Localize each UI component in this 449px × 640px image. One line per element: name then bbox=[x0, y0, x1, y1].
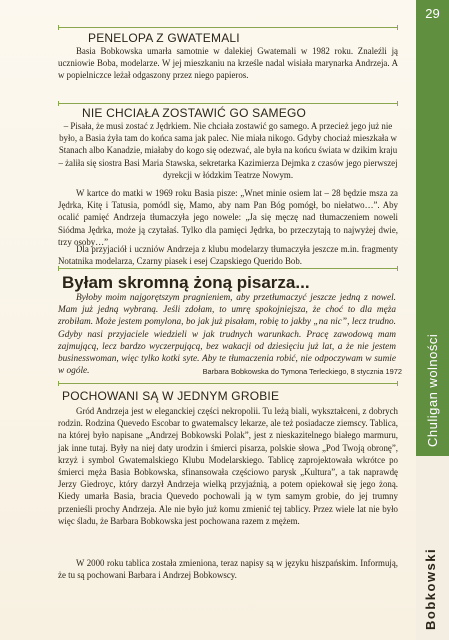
section-heading: PENELOPA Z GWATEMALI bbox=[88, 31, 240, 45]
paragraph: Basia Bobkowska umarła samotnie w dalekiej Gwatemali w 1982 roku. Znaleźli ją uczniowie Boba, modelarze. W jej mieszkaniu na krześle nadal wisiała marynarka Andrzeja. A w popielniczce leżał odgaszony przez niego papieros. bbox=[58, 46, 398, 81]
paragraph: W 2000 roku tablica została zmieniona, teraz napisy są w języku hiszpańskim. Informują, że tu są pochowani Barbara i Andrzej Bobkowscy. bbox=[58, 558, 398, 581]
paragraph: – Pisała, że musi zostać z Jędrkiem. Nie chciała zostawić go samego. A przecież jego już nie było, a Basia żyła tam do końca sama jak palec. Nie miała nikogo. Gdyby chociaż mieszkała w Stanach albo Kanadzie, miałaby do kogo się odezwać, ale była na końcu świata w dzikim kraju – żaliła się siostra Basi Maria Stawska, sekretarka Kazimierza Dejmka z czasów jego pierwszej dyrekcji w łódzkim Teatrze Nowym. bbox=[58, 121, 398, 180]
section-heading: NIE CHCIAŁA ZOSTAWIĆ GO SAMEGO bbox=[82, 106, 307, 120]
quote-rule bbox=[58, 268, 398, 269]
section-title-vertical: Chuligan wolności bbox=[425, 333, 440, 447]
pull-quote-citation: Barbara Bobkowska do Tymona Terleckiego, 8 stycznia 1972 bbox=[202, 367, 402, 376]
side-band bbox=[416, 0, 449, 640]
pull-quote-text: Byłoby moim najgorętszym pragnieniem, aby przetłumaczyć jeszcze jedną z nowel. Mam już jedną wybraną. Jeśli zdołam, to umrę spokojniejsza, że choć to dla męża zrobiłam. Może jestem pomylona, bo jak już pisałam, robię to jakby „na nic”, lecz trudno. Gdyby nasi przyjaciele wiedzieli w jak trudnych warunkach. Pracę zawodową mam zajmującą, lecz bardzo wyczerpującą, bez wakacji od dziesięciu już lat, a że nie jestem businesswoman, więc tylko kotki syte. Aby te tłumaczenia robić, nie odpoczywam w sumie w ogóle. bbox=[58, 293, 396, 377]
paragraph: W kartce do matki w 1969 roku Basia pisze: „Wnet minie osiem lat – 28 będzie msza za Jędrka, Kitę i Tatusia, pomódl się, Mamo, aby nam Pan Bóg pomógł, bo niełatwo…”. Aby ocalić pamięć Andrzeja tłumaczyła jego nowele: „Ja się męczę nad tłumaczeniem noweli Siódma Jędrka, może ją czytałaś. Tylko dla pamięci Jędrka, bo przeczytają to najwyżej dwie, trzy osoby…” bbox=[58, 188, 398, 247]
paragraph: Dla przyjaciół i uczniów Andrzeja z klubu modelarzy tłumaczyła jeszcze m.in. fragmenty Notatnika modelarza, Czarny piasek i esej Czapskiego Querido Bob. bbox=[58, 244, 398, 267]
heading-rule bbox=[58, 383, 398, 384]
heading-rule bbox=[58, 27, 398, 28]
section-heading: POCHOWANI SĄ W JEDNYM GROBIE bbox=[62, 389, 280, 403]
pull-quote-title: Byłam skromną żoną pisarza... bbox=[62, 273, 310, 292]
paragraph: Gród Andrzeja jest w eleganckiej części nekropolii. Tu leżą biali, wykształceni, z dobrych rodzin. Rodzina Quevedo Escobar to gwatemalscy lekarze, ale też posiadacze ziemscy. Tablica, na której było napisane „Andrzej Bobkowski Polak”, jest z nieskazitelnego białego marmuru, jak inne tutaj. Były na niej daty urodzin i śmierci pisarza, polskie słowa „Pod Twoją obronę”, krzyż i symbol Gwatemalskiego Klubu Modelarskiego. Tablicę zaprojektowała wkrótce po śmierci męża Basia Bobkowska, sfinansowała częściowo parysk „Kultura”, a tak naprawdę Jerzy Giedroyc, który darzył Andrzeja wielką przyjaźnią, a potem opiekował się jego żoną. Kiedy umarła Basia, bracia Quevedo pochowali ją w tym samym grobie, do jej trumny przenieśli prochy Andrzeja. Ale nie było już komu zmienić tej tablicy. Przez wiele lat nie było więc śladu, że Barbara Bobkowska jest pochowana razem z mężem. bbox=[58, 406, 398, 526]
heading-rule bbox=[58, 103, 398, 104]
author-name-vertical: Bobkowski bbox=[423, 547, 438, 630]
page-number: 29 bbox=[425, 6, 440, 21]
